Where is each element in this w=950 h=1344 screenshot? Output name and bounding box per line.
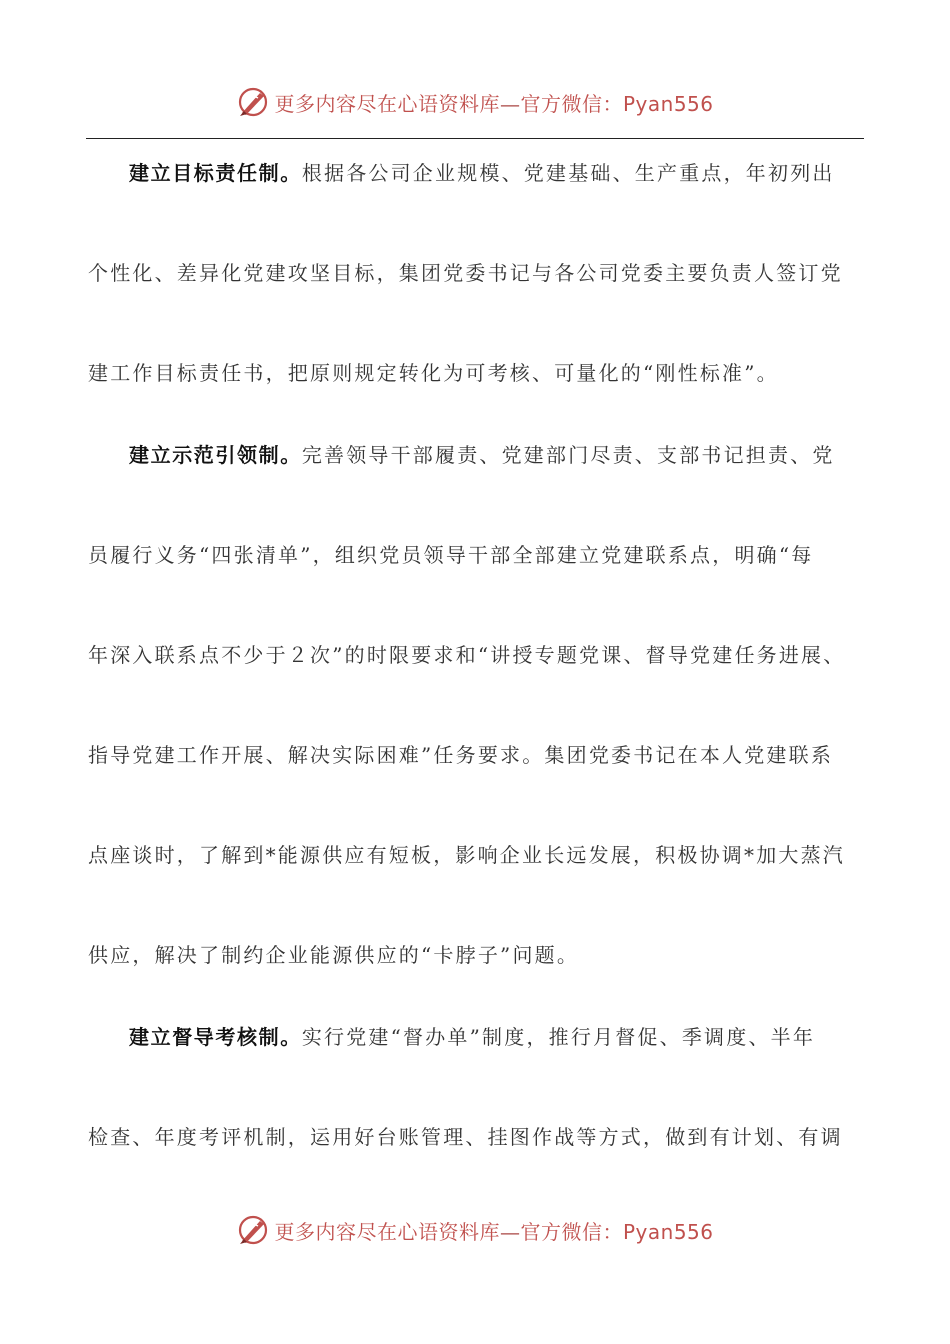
paragraph-1-text-1: 根据各公司企业规模、党建基础、生产重点，年初列出 — [301, 161, 835, 185]
paragraph-2-line-3: 年深入联系点不少于２次”的时限要求和“讲授专题党课、督导党建任务进展、 — [88, 643, 846, 667]
paragraph-1-line-1 — [88, 145, 880, 245]
footer-banner — [0, 1210, 950, 1250]
paragraph-3-text-1: 实行党建“督办单”制度，推行月督促、季调度、半年 — [301, 1025, 816, 1049]
banner-wechat-id: Pyan556 — [622, 91, 714, 116]
paragraph-2-line-1 — [88, 427, 880, 527]
paragraph-2-text-1: 完善领导干部履责、党建部门尽责、支部书记担责、党 — [301, 443, 835, 467]
paragraph-2-line-6: 供应，解决了制约企业能源供应的“卡脖子”问题。 — [88, 943, 580, 967]
banner-text — [274, 1216, 713, 1245]
paragraph-2-lead: 建立示范引领制。 — [129, 443, 302, 467]
banner-wechat-label: 官方微信： — [520, 1219, 623, 1244]
document-body — [88, 145, 880, 1209]
paragraph-1-line-3: 建工作目标责任书，把原则规定转化为可考核、可量化的“刚性标准”。 — [88, 361, 779, 385]
banner-text — [274, 88, 713, 117]
banner-wechat-id: Pyan556 — [622, 1219, 714, 1244]
header-banner — [0, 82, 950, 122]
pen-logo-icon — [236, 85, 270, 119]
paragraph-3-lead: 建立督导考核制。 — [129, 1025, 302, 1049]
banner-main-text: 更多内容尽在心语资料库 — [274, 1219, 500, 1244]
banner-wechat-label: 官方微信： — [520, 91, 623, 116]
banner-separator: — — [499, 1219, 521, 1244]
paragraph-1-line-2: 个性化、差异化党建攻坚目标，集团党委书记与各公司党委主要负责人签订党 — [88, 261, 843, 285]
banner-separator: — — [499, 91, 521, 116]
banner-main-text: 更多内容尽在心语资料库 — [274, 91, 500, 116]
paragraph-3-line-2: 检查、年度考评机制，运用好台账管理、挂图作战等方式，做到有计划、有调 — [88, 1125, 843, 1149]
pen-logo-icon — [236, 1213, 270, 1247]
paragraph-2-line-4: 指导党建工作开展、解决实际困难”任务要求。集团党委书记在本人党建联系 — [88, 743, 834, 767]
header-rule — [86, 138, 864, 139]
paragraph-1-lead: 建立目标责任制。 — [129, 161, 302, 185]
paragraph-2-line-5: 点座谈时，了解到*能源供应有短板，影响企业长远发展，积极协调*加大蒸汽 — [88, 843, 845, 867]
paragraph-2-line-2: 员履行义务“四张清单”，组织党员领导干部全部建立党建联系点，明确“每 — [88, 543, 814, 567]
paragraph-3-line-1 — [88, 1009, 880, 1109]
